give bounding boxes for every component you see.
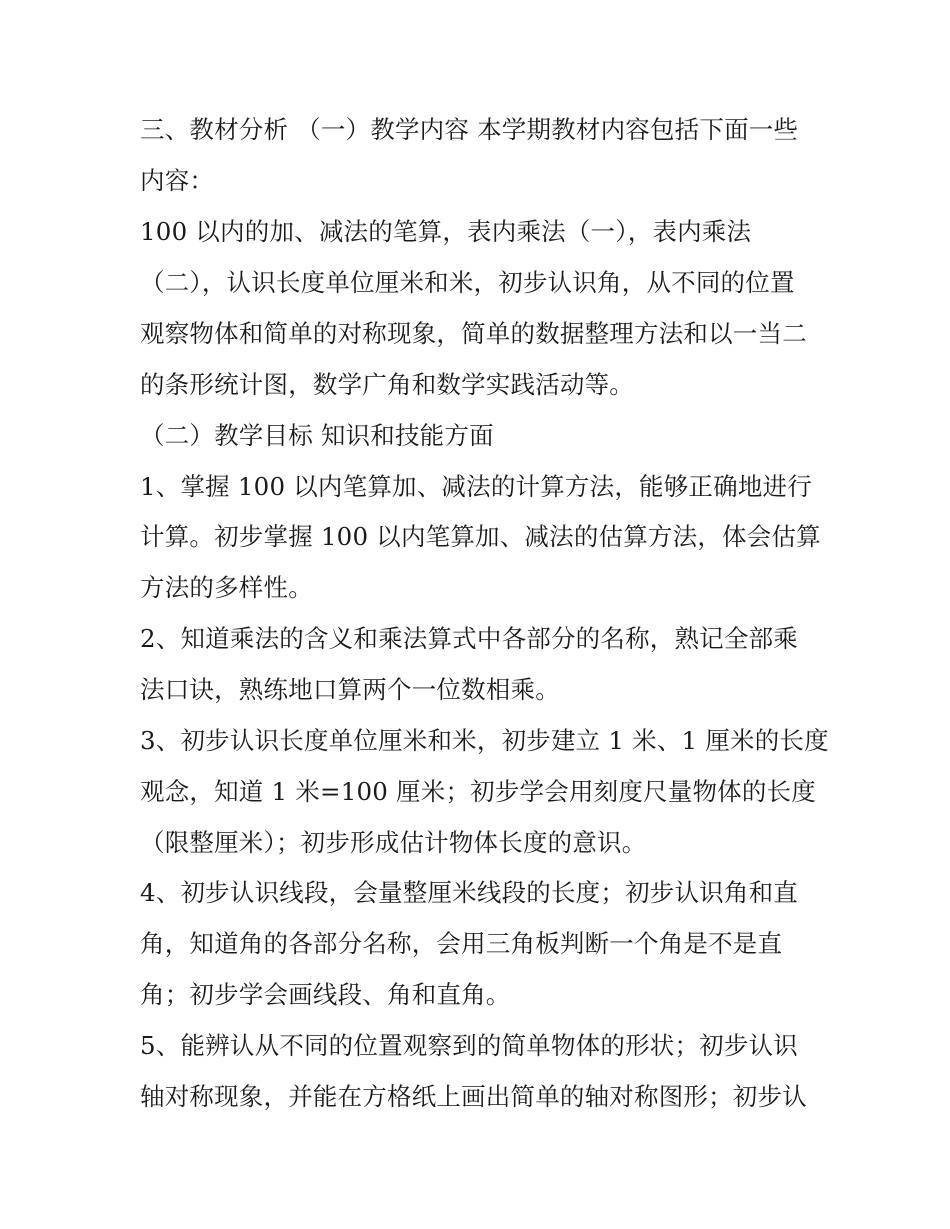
text-line: 轴对称现象，并能在方格纸上画出简单的轴对称图形；初步认 [140,1082,807,1111]
text-line: 观察物体和简单的对称现象，简单的数据整理方法和以一当二 [140,319,807,348]
text-line: 内容： [140,166,215,195]
text-line: （二），认识长度单位厘米和米，初步认识角，从不同的位置 [140,268,795,297]
text-line: 角，知道角的各部分名称，会用三角板判断一个角是不是直 [140,929,783,958]
text-line: 100 以内的加、减法的笔算，表内乘法（一），表内乘法 [140,217,752,246]
text-line: 三、教材分析 （一）教学内容 本学期教材内容包括下面一些 [140,115,799,144]
text-line: 的条形统计图，数学广角和数学实践活动等。 [140,370,634,399]
text-line: （限整厘米）；初步形成估计物体长度的意识。 [140,828,647,857]
text-line: 4、初步认识线段，会量整厘米线段的长度；初步认识角和直 [140,878,798,907]
text-line: 2、知道乘法的含义和乘法算式中各部分的名称，熟记全部乘 [140,624,798,653]
text-line: 角；初步学会画线段、角和直角。 [140,980,511,1009]
text-line: 观念，知道 1 米=100 厘米；初步学会用刻度尺量物体的长度 [140,777,816,806]
text-line: 计算。初步掌握 100 以内笔算加、减法的估算方法，体会估算 [140,522,821,551]
text-line: 5、能辨认从不同的位置观察到的简单物体的形状；初步认识 [140,1031,798,1060]
text-line: 法口诀，熟练地口算两个一位数相乘。 [140,675,560,704]
section-heading: （二）教学目标 知识和技能方面 [140,421,494,450]
text-line: 3、初步认识长度单位厘米和米，初步建立 1 米、1 厘米的长度 [140,726,829,755]
text-line: 1、掌握 100 以内笔算加、减法的计算方法，能够正确地进行 [140,472,812,501]
text-line: 方法的多样性。 [140,573,313,602]
